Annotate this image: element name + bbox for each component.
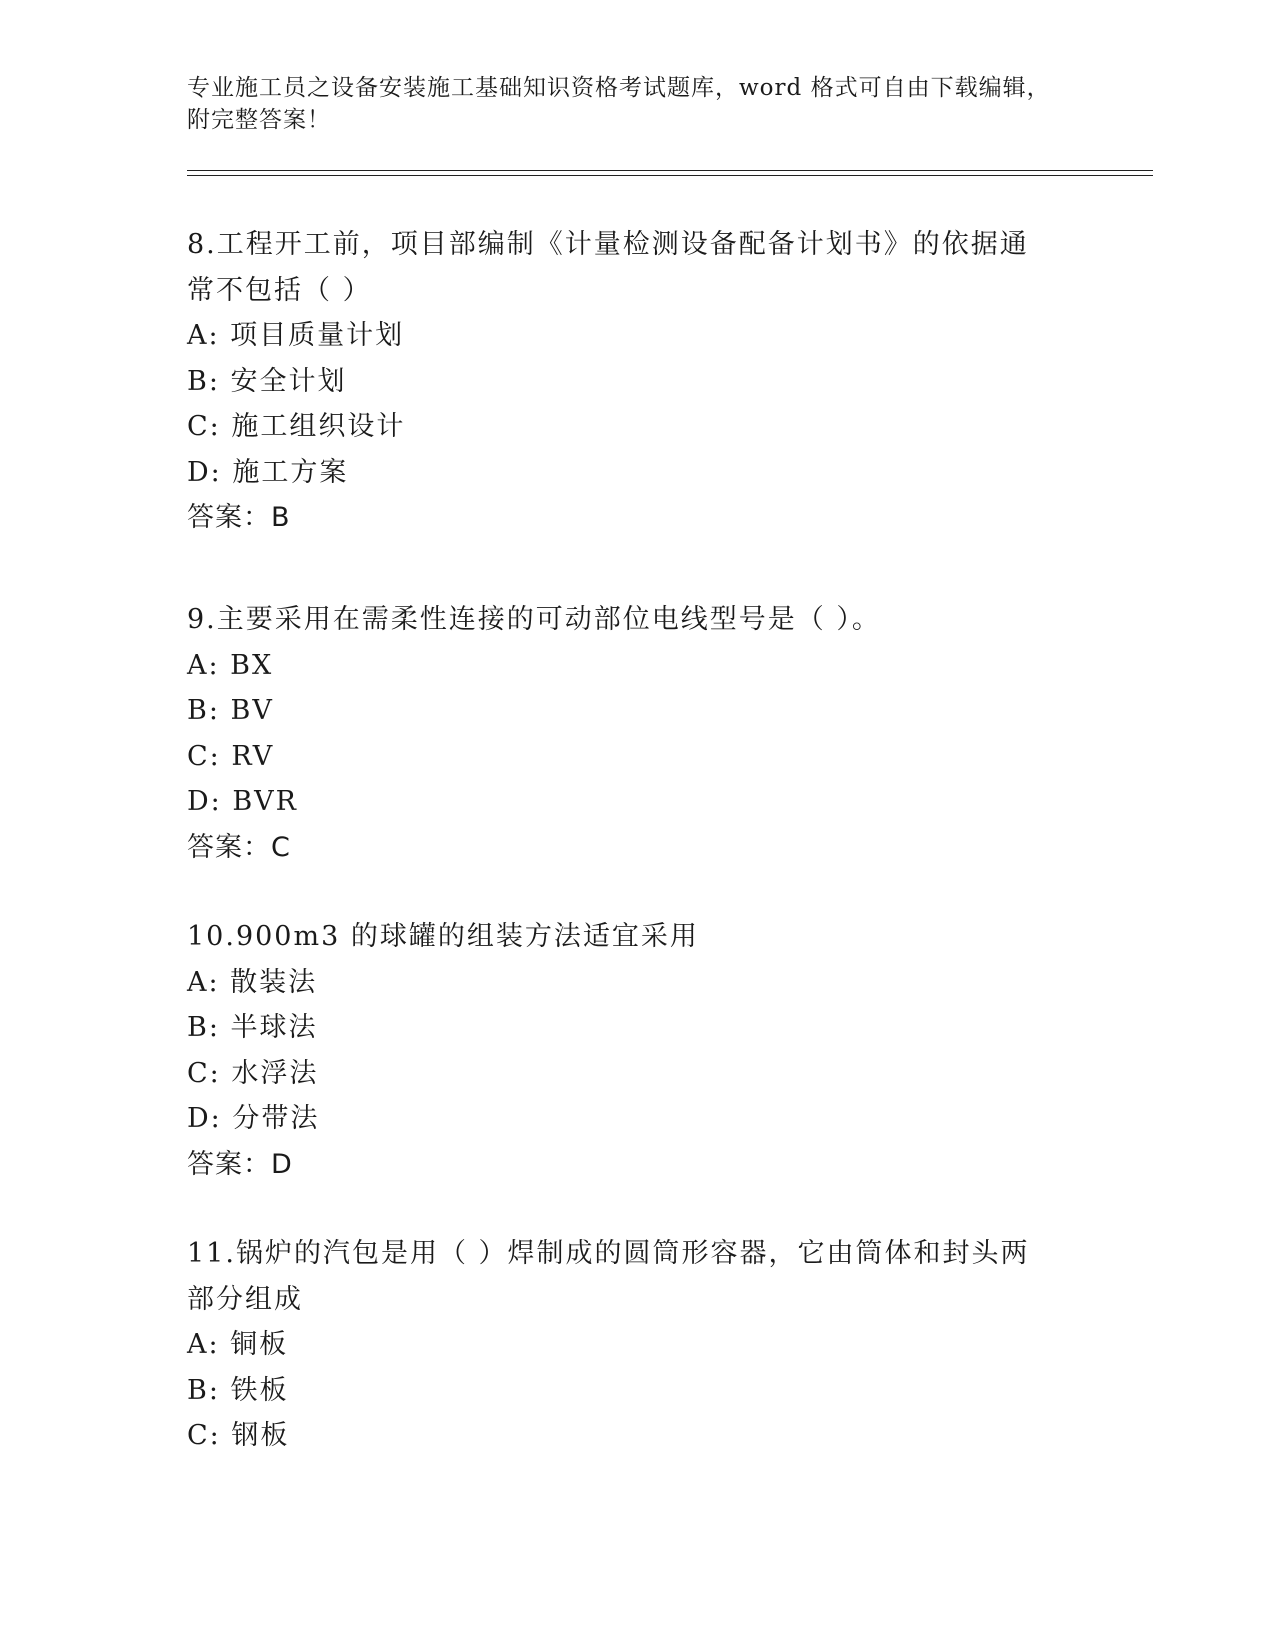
option-a: A: BX bbox=[187, 649, 274, 681]
option-b: B: BV bbox=[187, 695, 274, 726]
option-d: D: BVR bbox=[187, 786, 298, 817]
answer-label: 答案：B bbox=[187, 502, 291, 533]
question-8 bbox=[187, 222, 1087, 541]
question-10 bbox=[187, 914, 1087, 1187]
question-stem: 10.900m3 的球罐的组装方法适宜采用 bbox=[187, 921, 699, 952]
question-11 bbox=[187, 1231, 1087, 1459]
option-c: C: RV bbox=[187, 740, 275, 772]
option-a: A: 散装法 bbox=[187, 966, 318, 998]
option-b: B: 安全计划 bbox=[187, 365, 347, 397]
option-a: A: 项目质量计划 bbox=[187, 320, 405, 351]
header-divider-bottom bbox=[187, 175, 1153, 176]
question-stem: 9.主要采用在需柔性连接的可动部位电线型号是（ ）。 bbox=[187, 604, 881, 635]
option-d: D: 分带法 bbox=[187, 1103, 320, 1134]
option-d: D: 施工方案 bbox=[187, 456, 349, 488]
question-9 bbox=[187, 597, 1087, 870]
option-b: B: 半球法 bbox=[187, 1012, 318, 1043]
question-stem: 11.锅炉的汽包是用（ ）焊制成的圆筒形容器，它由筒体和封头两部分组成 bbox=[187, 1238, 1030, 1315]
option-c: C: 钢板 bbox=[187, 1420, 290, 1451]
header-divider-top bbox=[187, 170, 1153, 171]
answer-label: 答案：D bbox=[187, 1148, 293, 1180]
option-c: C: 施工组织设计 bbox=[187, 411, 406, 442]
question-stem: 8.工程开工前，项目部编制《计量检测设备配备计划书》的依据通常不包括（ ） bbox=[187, 229, 1029, 306]
option-a: A: 铜板 bbox=[187, 1329, 289, 1360]
answer-label: 答案：C bbox=[187, 831, 291, 863]
option-c: C: 水浮法 bbox=[187, 1057, 319, 1089]
option-b: B: 铁板 bbox=[187, 1374, 289, 1406]
document-header: 专业施工员之设备安装施工基础知识资格考试题库，word 格式可自由下载编辑，附完整答案！ bbox=[187, 75, 1051, 133]
